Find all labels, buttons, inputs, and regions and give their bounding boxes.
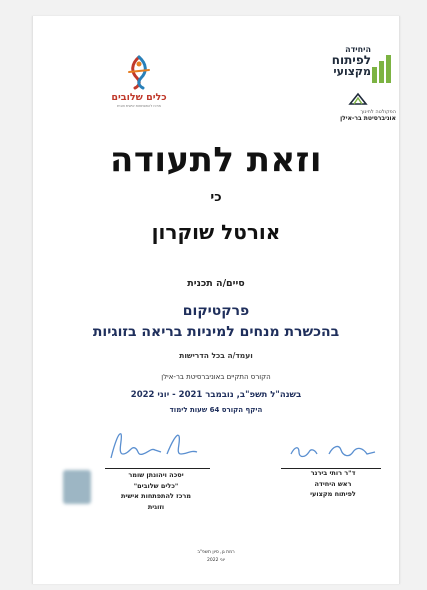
course-location: הקורס התקיים באוניברסיטת בר-אילן — [161, 373, 271, 381]
signature-left — [101, 424, 216, 469]
signature-right — [277, 428, 387, 469]
certificate-page — [32, 16, 400, 584]
issue-date-footer — [33, 549, 399, 564]
logo-left-name: כלים שלובים — [111, 92, 167, 103]
footer-gregorian-date: יוני 2022 — [207, 557, 225, 563]
figure-logo-icon — [109, 54, 169, 90]
certificate-that: כי — [210, 190, 222, 205]
signatory-right — [273, 468, 393, 500]
course-dates: בשנה"ל תשפ"ב, נובמבר 2021 - יוני 2022 — [130, 390, 302, 400]
handwritten-signature-left — [101, 424, 216, 464]
signature-line-left — [105, 468, 210, 469]
bar-graph-logo-icon — [372, 53, 392, 83]
logo-right-university: אוניברסיטת בר-אילן — [340, 115, 396, 122]
bar-ilan-emblem-icon — [348, 92, 368, 106]
signatory-right-role2: לפיתוח מקצועי — [310, 490, 356, 499]
footer-place-date: רמת גן, סיון תשפ"ב — [197, 550, 235, 555]
signatory-left — [91, 470, 221, 513]
program-title-line1: פרקטיקום — [182, 303, 250, 319]
signatory-left-role1: מרכז להתפתחות אישית — [120, 492, 192, 501]
logo-right-line3: מקצועי — [333, 65, 371, 78]
signatory-right-role1: ראש היחידה — [314, 479, 352, 488]
program-title-line2: בהכשרת מנחים למיניות בריאה בזוגיות — [92, 324, 340, 340]
course-hours: היקף הקורס 64 שעות לימוד — [169, 406, 263, 414]
logo-left-tagline: מרכז להתפתחות אישית וזוגית — [117, 104, 161, 108]
bar-ilan-unit-logo — [316, 45, 396, 122]
handwritten-signature-right — [277, 428, 387, 464]
logo-right-line1: היחידה — [345, 45, 371, 54]
requirements-met: ועמד/ה בכל הדרישות — [179, 351, 253, 360]
logo-right-line2: לפיתוח — [331, 53, 371, 67]
recipient-name: אורטל שוקרון — [151, 220, 281, 244]
signatory-right-name: ד"ר רותי בירנר — [310, 469, 356, 477]
certificate-headline: וזאת לתעודה — [109, 140, 323, 180]
kelim-shluvim-logo — [109, 54, 169, 108]
signatory-left-names: יסכה ויהונתן שומר — [128, 471, 184, 479]
completed-program-label: סיים/ה תכנית — [187, 278, 245, 289]
signatory-left-org: "כלים שלובים" — [133, 481, 179, 490]
redacted-stamp — [63, 470, 91, 504]
signatory-left-role2: וזוגית — [147, 503, 165, 512]
logo-right-faculty: הפקולטה לחינוך — [360, 109, 396, 115]
